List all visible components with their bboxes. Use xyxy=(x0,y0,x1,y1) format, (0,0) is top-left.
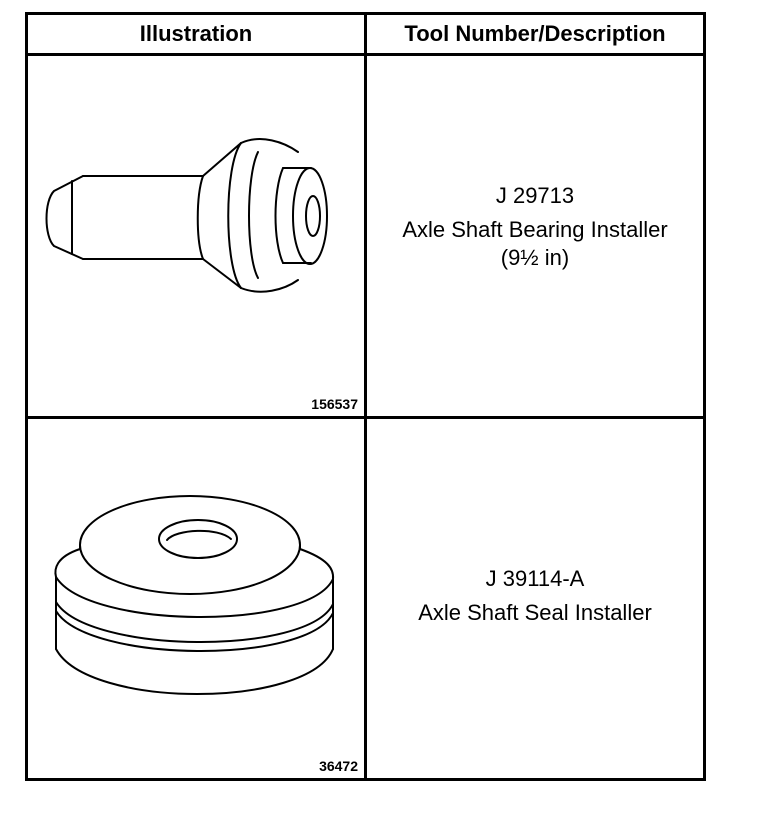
tool-description-cell xyxy=(367,419,703,778)
illustration-cell xyxy=(28,419,364,778)
tool-description: Axle Shaft Bearing Installer xyxy=(402,217,668,242)
tool-description: Axle Shaft Seal Installer xyxy=(418,599,652,625)
bearing-installer-illustration xyxy=(28,56,364,416)
tool-description-size: (9½ in) xyxy=(500,245,570,270)
figure-number: 36472 xyxy=(319,758,358,774)
illustration-cell xyxy=(28,56,364,416)
tool-number: J 39114-A xyxy=(485,565,585,591)
seal-installer-illustration xyxy=(28,419,364,778)
header-illustration: Illustration xyxy=(139,21,253,46)
header-tool-description: Tool Number/Description xyxy=(404,21,666,46)
tool-table xyxy=(25,12,706,781)
figure-number: 156537 xyxy=(311,396,358,412)
tool-description-cell xyxy=(367,56,703,416)
table-row xyxy=(28,56,703,419)
table-row xyxy=(28,419,703,778)
tool-number: J 29713 xyxy=(495,183,575,208)
